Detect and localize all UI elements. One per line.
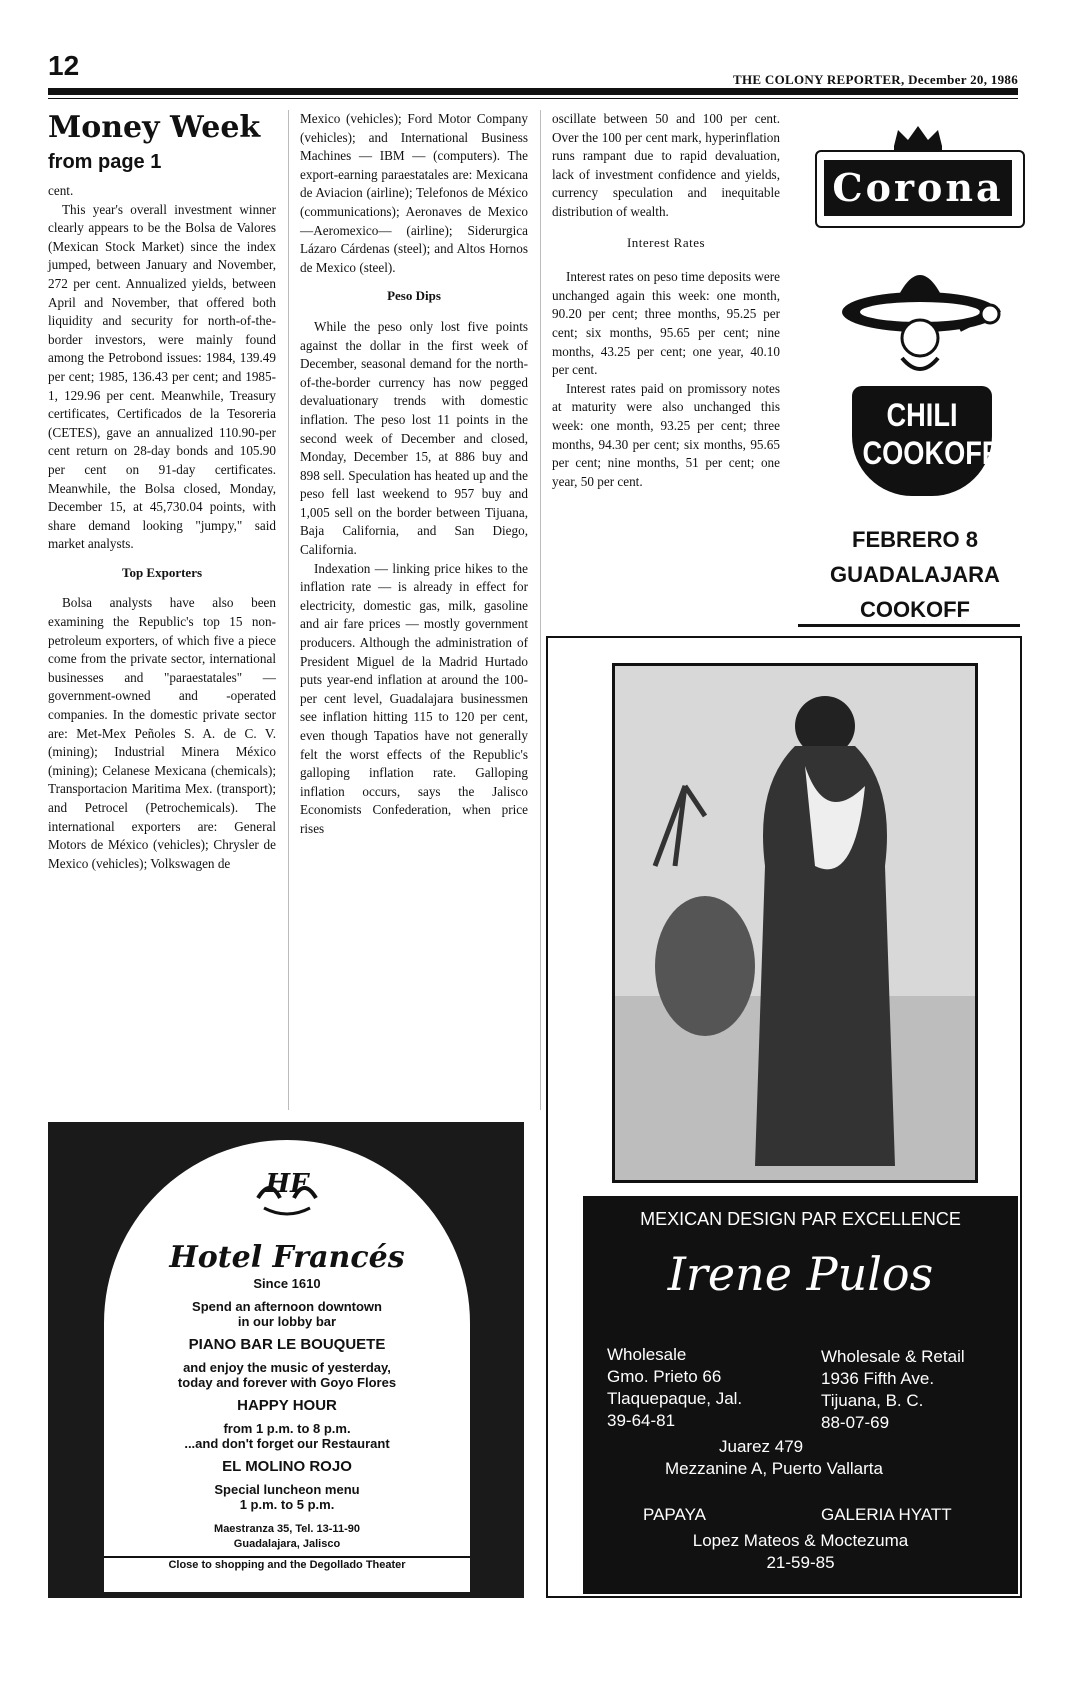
article-column-2 bbox=[300, 110, 528, 839]
column-separator bbox=[288, 110, 289, 1110]
hotel-happy-hour: HAPPY HOUR bbox=[237, 1397, 337, 1414]
article-paragraph: This year's overall investment winner clearly appears to be the Bolsa de Valores (Mexican Stock Market) since the index jumped, between January and November, 272 per cent. Annualized yields, between April and November, that offered both liquidity and security for north-of-the-border investors, were mainly found among the Petrobond issues: 1984, 139.49 per cent; 1985, 136.43 per cent; and 1985-1, 129.96 per cent. Meanwhile, Treasury certificates, Certificados de la Tesoreria (CETES), gave an annualized 110.90-per cent return on 28-day bonds and 105.90 per cent on 91-day certificates. Meanwhile, the Bolsa closed, Monday, December 15, at 45,730.04 points, with share demand looking "jumpy," said market analysts. bbox=[48, 201, 276, 552]
store-phone: 21-59-85 bbox=[766, 1553, 835, 1572]
hotel-since: Since 1610 bbox=[253, 1276, 321, 1291]
hotel-city: Guadalajara, Jalisco bbox=[233, 1538, 341, 1550]
hotel-monogram-icon bbox=[250, 1158, 324, 1222]
article-column-3 bbox=[552, 110, 780, 491]
hotel-footer: Close to shopping and the Degollado Theater bbox=[104, 1556, 470, 1573]
wholesale-address-2: Tlaquepaque, Jal. bbox=[607, 1389, 743, 1408]
irene-pulos-info bbox=[583, 1196, 1018, 1594]
hotel-line-1: Spend an afternoon downtown bbox=[192, 1299, 382, 1314]
event-name: COOKOFF bbox=[860, 597, 970, 622]
vallarta-address-2: Mezzanine A, Puerto Vallarta bbox=[665, 1459, 883, 1478]
header-rule bbox=[48, 88, 1018, 95]
sombrero-figure-icon bbox=[840, 250, 1010, 380]
retail-title: Wholesale & Retail bbox=[821, 1347, 965, 1366]
article-paragraph: While the peso only lost five points against the dollar in the first week of December, seasonal demand for the north-of-the-border currency has now pegged devaluationary trends with domestic inflation. The peso lost 11 points in the second week of December and closed, Monday, December 15, at 886 buy and 898 sell. Speculation has heated up and the peso fell last weekend to 957 buy and 1,005 sell on the border between Tijuana, Baja California, and San Diego, California. bbox=[300, 318, 528, 558]
wholesale-phone: 39-64-81 bbox=[607, 1411, 676, 1430]
store-address: Lopez Mateos & Moctezuma bbox=[692, 1531, 909, 1550]
chili-pot-text bbox=[862, 396, 999, 472]
event-date: FEBRERO 8 bbox=[852, 527, 978, 552]
page-number: 12 bbox=[48, 50, 80, 81]
pulos-tagline: MEXICAN DESIGN PAR EXCELLENCE bbox=[640, 1209, 961, 1229]
retail-address-2: Tijuana, B. C. bbox=[821, 1391, 924, 1410]
hotel-line-2: in our lobby bar bbox=[237, 1314, 337, 1329]
hotel-line-7: Special luncheon menu bbox=[214, 1482, 360, 1497]
article-column-1 bbox=[48, 110, 276, 873]
store-papaya: PAPAYA bbox=[643, 1505, 706, 1524]
subheading: Top Exporters bbox=[121, 564, 203, 580]
retail-phone: 88-07-69 bbox=[821, 1413, 890, 1432]
vallarta-address-1: Juarez 479 bbox=[719, 1437, 804, 1456]
hotel-line-4: today and forever with Goyo Flores bbox=[177, 1375, 397, 1390]
article-paragraph: Interest rates paid on promissory notes at maturity were also unchanged this week: one month, 93.25 per cent; three months, 94.30 per cent; six months, 95.65 per cent; nine months, 51 per cent; one year, 50 per cent. bbox=[552, 380, 780, 489]
pulos-logo: Irene Pulos bbox=[667, 1247, 934, 1301]
folio-line: THE COLONY REPORTER, December 20, 1986 bbox=[732, 72, 1018, 87]
article-kicker: from page 1 bbox=[48, 151, 162, 173]
hotel-name: Hotel Francés bbox=[169, 1240, 405, 1275]
article-paragraph: oscillate between 50 and 100 per cent. Over the 100 per cent mark, hyperinflation runs rampant due to rapid devaluation, lack of investment confidence and yields, currency speculation and inequitable distribution of wealth. bbox=[552, 111, 780, 219]
model-photo bbox=[612, 663, 978, 1183]
store-galeria-hyatt: GALERIA HYATT bbox=[821, 1505, 952, 1524]
article-headline: Money Week bbox=[48, 110, 261, 145]
hotel-restaurant: EL MOLINO ROJO bbox=[222, 1458, 352, 1475]
wholesale-address-1: Gmo. Prieto 66 bbox=[607, 1367, 722, 1386]
hotel-piano-bar: PIANO BAR LE BOUQUETE bbox=[188, 1336, 386, 1353]
hotel-address: Maestranza 35, Tel. 13-11-90 bbox=[214, 1523, 360, 1535]
cookoff-label: COOKOFF bbox=[862, 435, 999, 471]
hotel-line-3: and enjoy the music of yesterday, bbox=[183, 1360, 391, 1375]
hotel-line-5: from 1 p.m. to 8 p.m. bbox=[223, 1421, 351, 1436]
article-paragraph: Indexation — linking price hikes to the inflation rate — is already in effect for electricity, domestic gas, milk, gasoline and air fare prices — mostly government producers. Although the administration of President Miguel de la Madrid Hurtado puts year-end inflation at around the 100-per cent level, Guadalajara businessmen see inflation hitting 115 to 120 per cent, even though Tapatios have not generally felt the worst effects of the Republic's galloping inflation rate. Galloping inflation occurs, says the Jalisco Economists Confederation, when price rises bbox=[300, 560, 528, 836]
chili-event-info bbox=[800, 522, 1030, 627]
ad-divider bbox=[798, 624, 1020, 627]
article-paragraph: Mexico (vehicles); Ford Motor Company (vehicles); and International Business Machines — IBM — (computers). The export-earning paraestatales are: Mexicana de Aviacion (airline); Telefonos de México (communications); Aeronaves de Mexico —Aeromexico— (airline); Siderurgica Lázaro Cárdenas (steel); and Altos Hornos de Mexico (steel). bbox=[300, 111, 528, 275]
header-rule-thin bbox=[48, 98, 1018, 99]
column-separator bbox=[540, 110, 541, 1110]
article-paragraph: Bolsa analysts have also been examining the Republic's top 15 non-petroleum exporters, of which five a piece come from the private sector, international businesses and "paraestatales" — government-owned and -operated companies. In the domestic private sector are: Met-Mex Peñoles S. A. de C. V. (mining); Industrial Minera México (mining); Celanese Mexicana (chemicals); Transportacion Maritima Mex. (transport); and Petrocel (Petrochemicals). The international exporters are: General Motors de México (vehicles); Chrysler de Mexico (vehicles); Volkswagen de bbox=[48, 595, 276, 871]
event-city: GUADALAJARA bbox=[830, 562, 1000, 587]
article-paragraph: Interest rates on peso time deposits were unchanged again this week: one month, 90.20 per cent; three months, 95.25 per cent; six months, 95.65 per cent; nine months, 43.25 per cent; one year, 40.10 per cent. bbox=[552, 269, 780, 378]
wholesale-title: Wholesale bbox=[607, 1345, 687, 1364]
hotel-line-8: 1 p.m. to 5 p.m. bbox=[239, 1497, 335, 1512]
subheading: Interest Rates bbox=[626, 234, 706, 250]
crown-icon bbox=[888, 124, 948, 150]
retail-address-1: 1936 Fifth Ave. bbox=[821, 1369, 935, 1388]
hotel-monogram: HF bbox=[265, 1169, 309, 1199]
article-paragraph: cent. bbox=[48, 183, 74, 198]
hotel-line-6: ...and don't forget our Restaurant bbox=[184, 1436, 390, 1451]
corona-logo: Corona bbox=[824, 160, 1012, 216]
subheading: Peso Dips bbox=[387, 288, 441, 304]
hotel-ad-text bbox=[104, 1240, 470, 1573]
chili-label: CHILI bbox=[886, 397, 958, 433]
